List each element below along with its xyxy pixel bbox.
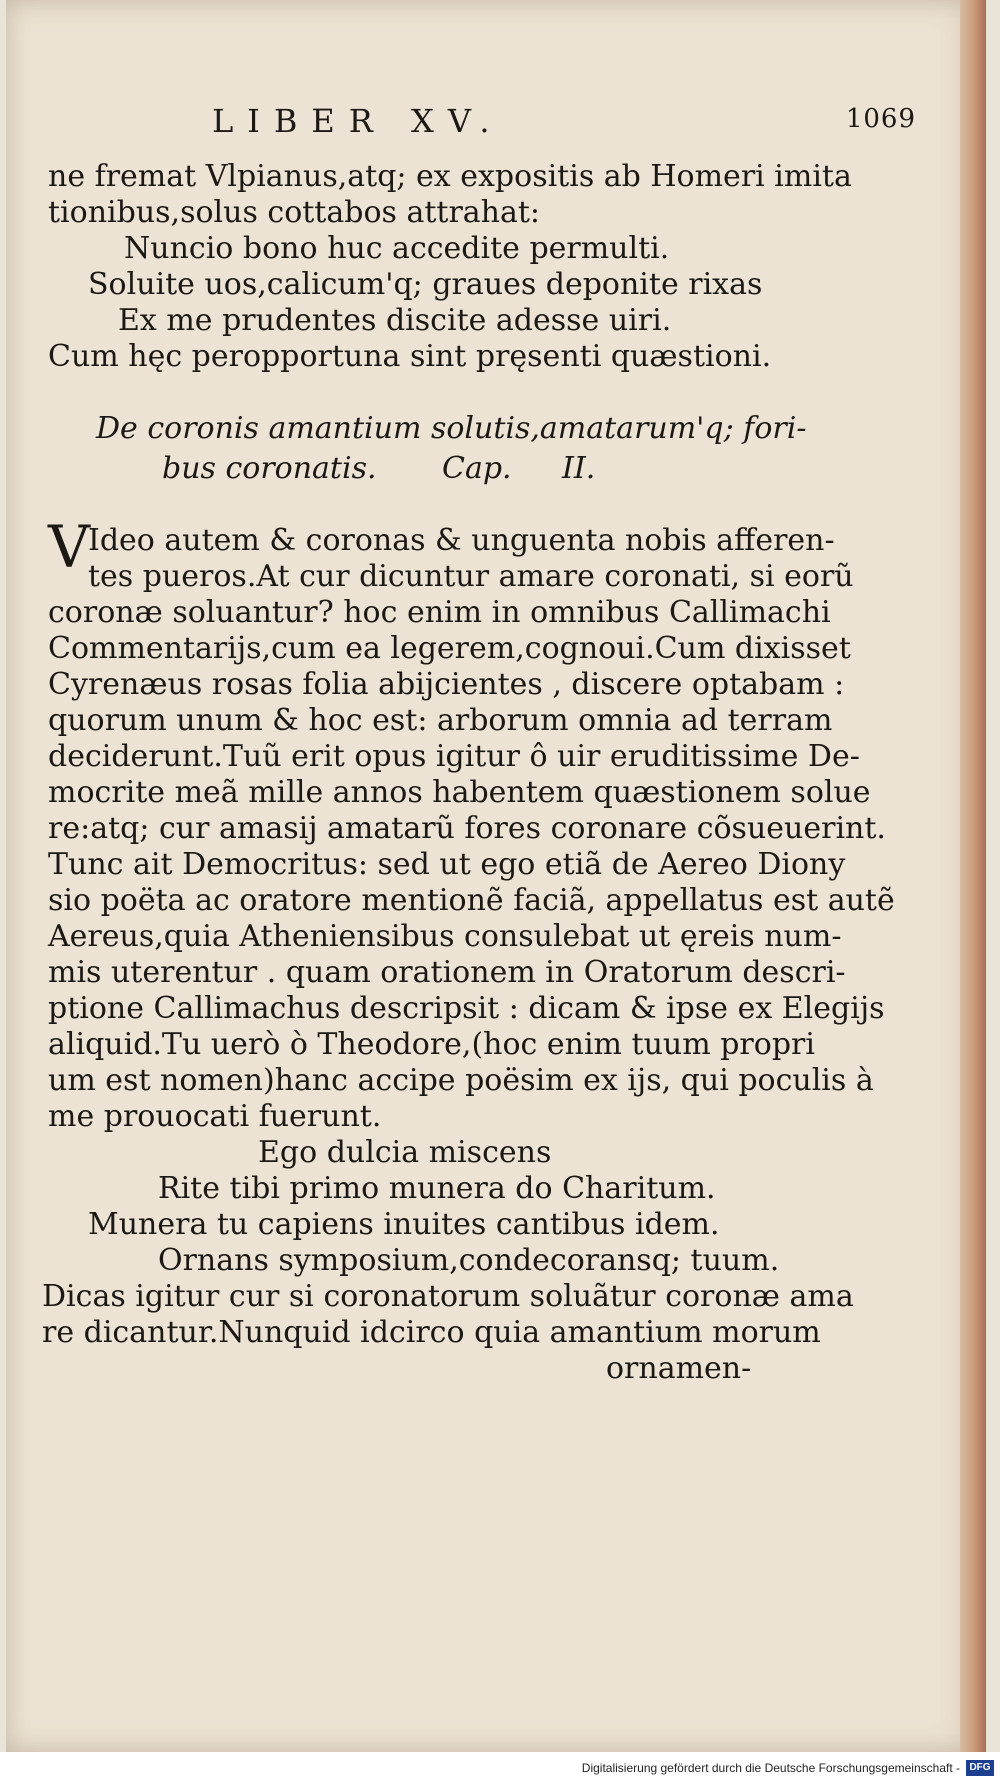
book-page — [6, 0, 986, 1752]
drop-capital: V — [48, 513, 90, 581]
body-line: re dicantur.Nunquid idcirco quia amantium morum — [42, 1315, 821, 1350]
body-line: ptione Callimachus descripsit : dicam & ipse ex Elegijs — [48, 991, 885, 1026]
page-number: 1069 — [845, 104, 916, 134]
body-line: sio poëta ac oratore mentionẽ faciã, appellatus est autẽ — [48, 883, 895, 918]
body-line: tes pueros.At cur dicuntur amare coronati, si eorũ — [88, 559, 854, 594]
body-line: mocrite meã mille annos habentem quæstionem solue — [48, 775, 871, 810]
dfg-logo: DFG — [966, 1760, 994, 1776]
body-line: me prouocati fuerunt. — [48, 1099, 382, 1134]
body-line: Tunc ait Democritus: sed ut ego etiã de Aereo Diony — [48, 847, 846, 882]
text-line: ne fremat Vlpianus,atq; ex expositis ab Homeri imita — [48, 159, 852, 194]
running-title: LIBER XV. — [212, 102, 504, 140]
body-line: quorum unum & hoc est: arborum omnia ad terram — [48, 703, 833, 738]
catchword: ornamen- — [606, 1351, 752, 1386]
verse-line: Soluite uos,calicum'q; graues deponite rixas — [88, 267, 763, 302]
body-line: coronæ soluantur? hoc enim in omnibus Callimachi — [48, 595, 831, 630]
verse-line: Ego dulcia miscens — [258, 1135, 552, 1170]
funding-credit: Digitalisierung gefördert durch die Deutsche Forschungsgemeinschaft - — [581, 1761, 960, 1775]
page-edge — [960, 0, 986, 1752]
body-line: Commentarijs,cum ea legerem,cognoui.Cum dixisset — [48, 631, 851, 666]
chapter-heading-line1: De coronis amantium solutis,amatarum'q; fori- — [96, 411, 807, 446]
text-line: tionibus,solus cottabos attrahat: — [48, 195, 541, 230]
verse-line: Ex me prudentes discite adesse uiri. — [118, 303, 672, 338]
verse-line: Nuncio bono huc accedite permulti. — [124, 231, 670, 266]
body-line: Ideo autem & coronas & unguenta nobis afferen- — [88, 523, 835, 558]
body-line: re:atq; cur amasij amatarũ fores coronare cõsueuerint. — [48, 811, 886, 846]
body-line: um est nomen)hanc accipe poësim ex ijs, qui poculis à — [48, 1063, 874, 1098]
body-line: Aereus,quia Atheniensibus consulebat ut ęreis num- — [48, 919, 842, 954]
body-line: aliquid.Tu uerò ò Theodore,(hoc enim tuum propri — [48, 1027, 815, 1062]
chapter-cap-label: Cap. — [442, 451, 512, 486]
chapter-number: II. — [562, 451, 596, 486]
body-line: Dicas igitur cur si coronatorum soluãtur coronæ ama — [42, 1279, 854, 1314]
body-line: deciderunt.Tuũ erit opus igitur ô uir eruditissime De- — [48, 739, 860, 774]
body-line: Cyrenæus rosas folia abijcientes , discere optabam : — [48, 667, 845, 702]
verse-line: Munera tu capiens inuites cantibus idem. — [88, 1207, 720, 1242]
chapter-heading-line2: bus coronatis. — [162, 451, 377, 486]
digitization-footer — [0, 1752, 1000, 1784]
verse-line: Rite tibi primo munera do Charitum. — [158, 1171, 716, 1206]
text-line: Cum hęc peropportuna sint pręsenti quæstioni. — [48, 339, 772, 374]
body-line: mis uterentur . quam orationem in Oratorum descri- — [48, 955, 846, 990]
verse-line: Ornans symposium,condecoransq; tuum. — [158, 1243, 780, 1278]
